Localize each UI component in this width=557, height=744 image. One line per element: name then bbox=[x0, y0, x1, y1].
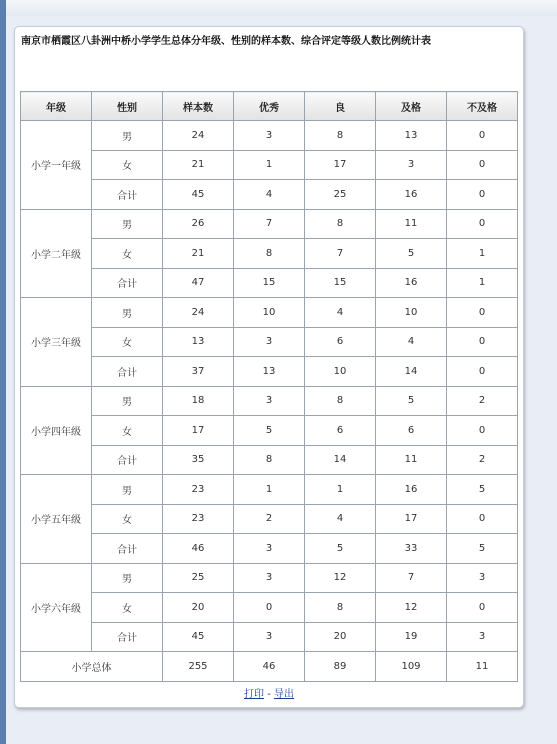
table-row bbox=[21, 416, 518, 446]
sex-cell: 女 bbox=[92, 593, 163, 623]
sample-count-cell: 26 bbox=[163, 209, 234, 239]
sample-count-cell: 35 bbox=[163, 445, 234, 475]
pass-cell: 11 bbox=[376, 209, 447, 239]
sample-count-cell: 45 bbox=[163, 180, 234, 210]
pass-cell: 3 bbox=[376, 150, 447, 180]
fail-cell: 2 bbox=[447, 445, 518, 475]
total-good-cell: 89 bbox=[305, 652, 376, 682]
pass-cell: 16 bbox=[376, 475, 447, 505]
table-row bbox=[21, 445, 518, 475]
excellent-cell: 2 bbox=[234, 504, 305, 534]
excellent-cell: 3 bbox=[234, 386, 305, 416]
pass-cell: 17 bbox=[376, 504, 447, 534]
fail-cell: 0 bbox=[447, 593, 518, 623]
table-row bbox=[21, 121, 518, 151]
fail-cell: 0 bbox=[447, 504, 518, 534]
excellent-cell: 3 bbox=[234, 622, 305, 652]
good-cell: 17 bbox=[305, 150, 376, 180]
good-cell: 14 bbox=[305, 445, 376, 475]
fail-cell: 0 bbox=[447, 150, 518, 180]
table-header-row bbox=[21, 92, 518, 121]
sample-count-cell: 23 bbox=[163, 504, 234, 534]
excellent-cell: 3 bbox=[234, 534, 305, 564]
header-pass: 及格 bbox=[376, 92, 447, 121]
table-row bbox=[21, 180, 518, 210]
left-frame-border bbox=[0, 0, 6, 744]
total-fail-cell: 11 bbox=[447, 652, 518, 682]
header-grade: 年级 bbox=[21, 92, 92, 121]
sample-count-cell: 24 bbox=[163, 121, 234, 151]
action-links bbox=[15, 685, 523, 700]
sex-cell: 男 bbox=[92, 121, 163, 151]
total-pass-cell: 109 bbox=[376, 652, 447, 682]
report-title: 南京市栖霞区八卦洲中桥小学学生总体分年级、性别的样本数、综合评定等级人数比例统计表 bbox=[21, 36, 431, 47]
sample-count-cell: 21 bbox=[163, 150, 234, 180]
header-good: 良 bbox=[305, 92, 376, 121]
sex-cell: 合计 bbox=[92, 622, 163, 652]
good-cell: 6 bbox=[305, 416, 376, 446]
good-cell: 12 bbox=[305, 563, 376, 593]
sex-cell: 合计 bbox=[92, 180, 163, 210]
table-row bbox=[21, 386, 518, 416]
pass-cell: 11 bbox=[376, 445, 447, 475]
good-cell: 8 bbox=[305, 121, 376, 151]
fail-cell: 0 bbox=[447, 180, 518, 210]
table-body bbox=[21, 121, 518, 682]
fail-cell: 0 bbox=[447, 209, 518, 239]
header-sex: 性别 bbox=[92, 92, 163, 121]
report-panel bbox=[14, 26, 524, 708]
total-label: 小学总体 bbox=[21, 652, 163, 682]
good-cell: 4 bbox=[305, 504, 376, 534]
excellent-cell: 7 bbox=[234, 209, 305, 239]
sex-cell: 女 bbox=[92, 416, 163, 446]
sample-count-cell: 24 bbox=[163, 298, 234, 328]
table-row bbox=[21, 298, 518, 328]
sample-count-cell: 17 bbox=[163, 416, 234, 446]
table-row bbox=[21, 209, 518, 239]
pass-cell: 5 bbox=[376, 386, 447, 416]
pass-cell: 10 bbox=[376, 298, 447, 328]
good-cell: 1 bbox=[305, 475, 376, 505]
excellent-cell: 0 bbox=[234, 593, 305, 623]
good-cell: 4 bbox=[305, 298, 376, 328]
excellent-cell: 3 bbox=[234, 121, 305, 151]
excellent-cell: 4 bbox=[234, 180, 305, 210]
sample-count-cell: 47 bbox=[163, 268, 234, 298]
excellent-cell: 8 bbox=[234, 239, 305, 269]
sample-count-cell: 25 bbox=[163, 563, 234, 593]
sample-count-cell: 20 bbox=[163, 593, 234, 623]
fail-cell: 0 bbox=[447, 416, 518, 446]
sex-cell: 男 bbox=[92, 298, 163, 328]
sex-cell: 女 bbox=[92, 150, 163, 180]
excellent-cell: 13 bbox=[234, 357, 305, 387]
good-cell: 10 bbox=[305, 357, 376, 387]
total-row bbox=[21, 652, 518, 682]
sex-cell: 女 bbox=[92, 504, 163, 534]
sample-count-cell: 18 bbox=[163, 386, 234, 416]
grade-cell: 小学一年级 bbox=[21, 121, 92, 210]
table-row bbox=[21, 593, 518, 623]
sex-cell: 男 bbox=[92, 386, 163, 416]
sex-cell: 合计 bbox=[92, 357, 163, 387]
statistics-table bbox=[20, 91, 518, 682]
sex-cell: 男 bbox=[92, 475, 163, 505]
fail-cell: 3 bbox=[447, 622, 518, 652]
fail-cell: 0 bbox=[447, 121, 518, 151]
table-row bbox=[21, 327, 518, 357]
grade-cell: 小学四年级 bbox=[21, 386, 92, 475]
table-row bbox=[21, 563, 518, 593]
fail-cell: 5 bbox=[447, 475, 518, 505]
pass-cell: 33 bbox=[376, 534, 447, 564]
pass-cell: 5 bbox=[376, 239, 447, 269]
export-link[interactable]: 导出 bbox=[273, 689, 294, 700]
grade-cell: 小学三年级 bbox=[21, 298, 92, 387]
grade-cell: 小学二年级 bbox=[21, 209, 92, 298]
good-cell: 20 bbox=[305, 622, 376, 652]
total-excellent-cell: 46 bbox=[234, 652, 305, 682]
fail-cell: 5 bbox=[447, 534, 518, 564]
pass-cell: 19 bbox=[376, 622, 447, 652]
good-cell: 7 bbox=[305, 239, 376, 269]
fail-cell: 0 bbox=[447, 327, 518, 357]
good-cell: 8 bbox=[305, 386, 376, 416]
sex-cell: 合计 bbox=[92, 534, 163, 564]
sample-count-cell: 13 bbox=[163, 327, 234, 357]
table-row bbox=[21, 504, 518, 534]
header-sample-count: 样本数 bbox=[163, 92, 234, 121]
pass-cell: 14 bbox=[376, 357, 447, 387]
pass-cell: 13 bbox=[376, 121, 447, 151]
fail-cell: 0 bbox=[447, 357, 518, 387]
good-cell: 25 bbox=[305, 180, 376, 210]
table-row bbox=[21, 475, 518, 505]
excellent-cell: 3 bbox=[234, 563, 305, 593]
table-row bbox=[21, 534, 518, 564]
good-cell: 15 bbox=[305, 268, 376, 298]
sample-count-cell: 46 bbox=[163, 534, 234, 564]
sex-cell: 女 bbox=[92, 239, 163, 269]
grade-cell: 小学五年级 bbox=[21, 475, 92, 564]
table-row bbox=[21, 357, 518, 387]
pass-cell: 16 bbox=[376, 180, 447, 210]
table-row bbox=[21, 268, 518, 298]
sample-count-cell: 21 bbox=[163, 239, 234, 269]
excellent-cell: 8 bbox=[234, 445, 305, 475]
excellent-cell: 1 bbox=[234, 150, 305, 180]
sample-count-cell: 45 bbox=[163, 622, 234, 652]
pass-cell: 7 bbox=[376, 563, 447, 593]
sex-cell: 合计 bbox=[92, 445, 163, 475]
top-bar bbox=[0, 0, 557, 16]
pass-cell: 4 bbox=[376, 327, 447, 357]
excellent-cell: 5 bbox=[234, 416, 305, 446]
fail-cell: 2 bbox=[447, 386, 518, 416]
fail-cell: 3 bbox=[447, 563, 518, 593]
pass-cell: 16 bbox=[376, 268, 447, 298]
print-link[interactable]: 打印 bbox=[244, 689, 265, 700]
header-fail: 不及格 bbox=[447, 92, 518, 121]
sex-cell: 合计 bbox=[92, 268, 163, 298]
fail-cell: 0 bbox=[447, 298, 518, 328]
sample-count-cell: 23 bbox=[163, 475, 234, 505]
grade-cell: 小学六年级 bbox=[21, 563, 92, 652]
good-cell: 8 bbox=[305, 593, 376, 623]
sex-cell: 男 bbox=[92, 209, 163, 239]
header-excellent: 优秀 bbox=[234, 92, 305, 121]
pass-cell: 12 bbox=[376, 593, 447, 623]
excellent-cell: 15 bbox=[234, 268, 305, 298]
sex-cell: 女 bbox=[92, 327, 163, 357]
table-row bbox=[21, 622, 518, 652]
excellent-cell: 3 bbox=[234, 327, 305, 357]
excellent-cell: 10 bbox=[234, 298, 305, 328]
fail-cell: 1 bbox=[447, 268, 518, 298]
fail-cell: 1 bbox=[447, 239, 518, 269]
good-cell: 8 bbox=[305, 209, 376, 239]
pass-cell: 6 bbox=[376, 416, 447, 446]
sample-count-cell: 37 bbox=[163, 357, 234, 387]
link-separator: - bbox=[264, 689, 274, 700]
excellent-cell: 1 bbox=[234, 475, 305, 505]
good-cell: 6 bbox=[305, 327, 376, 357]
table-row bbox=[21, 239, 518, 269]
total-sample-count-cell: 255 bbox=[163, 652, 234, 682]
sex-cell: 男 bbox=[92, 563, 163, 593]
good-cell: 5 bbox=[305, 534, 376, 564]
table-row bbox=[21, 150, 518, 180]
